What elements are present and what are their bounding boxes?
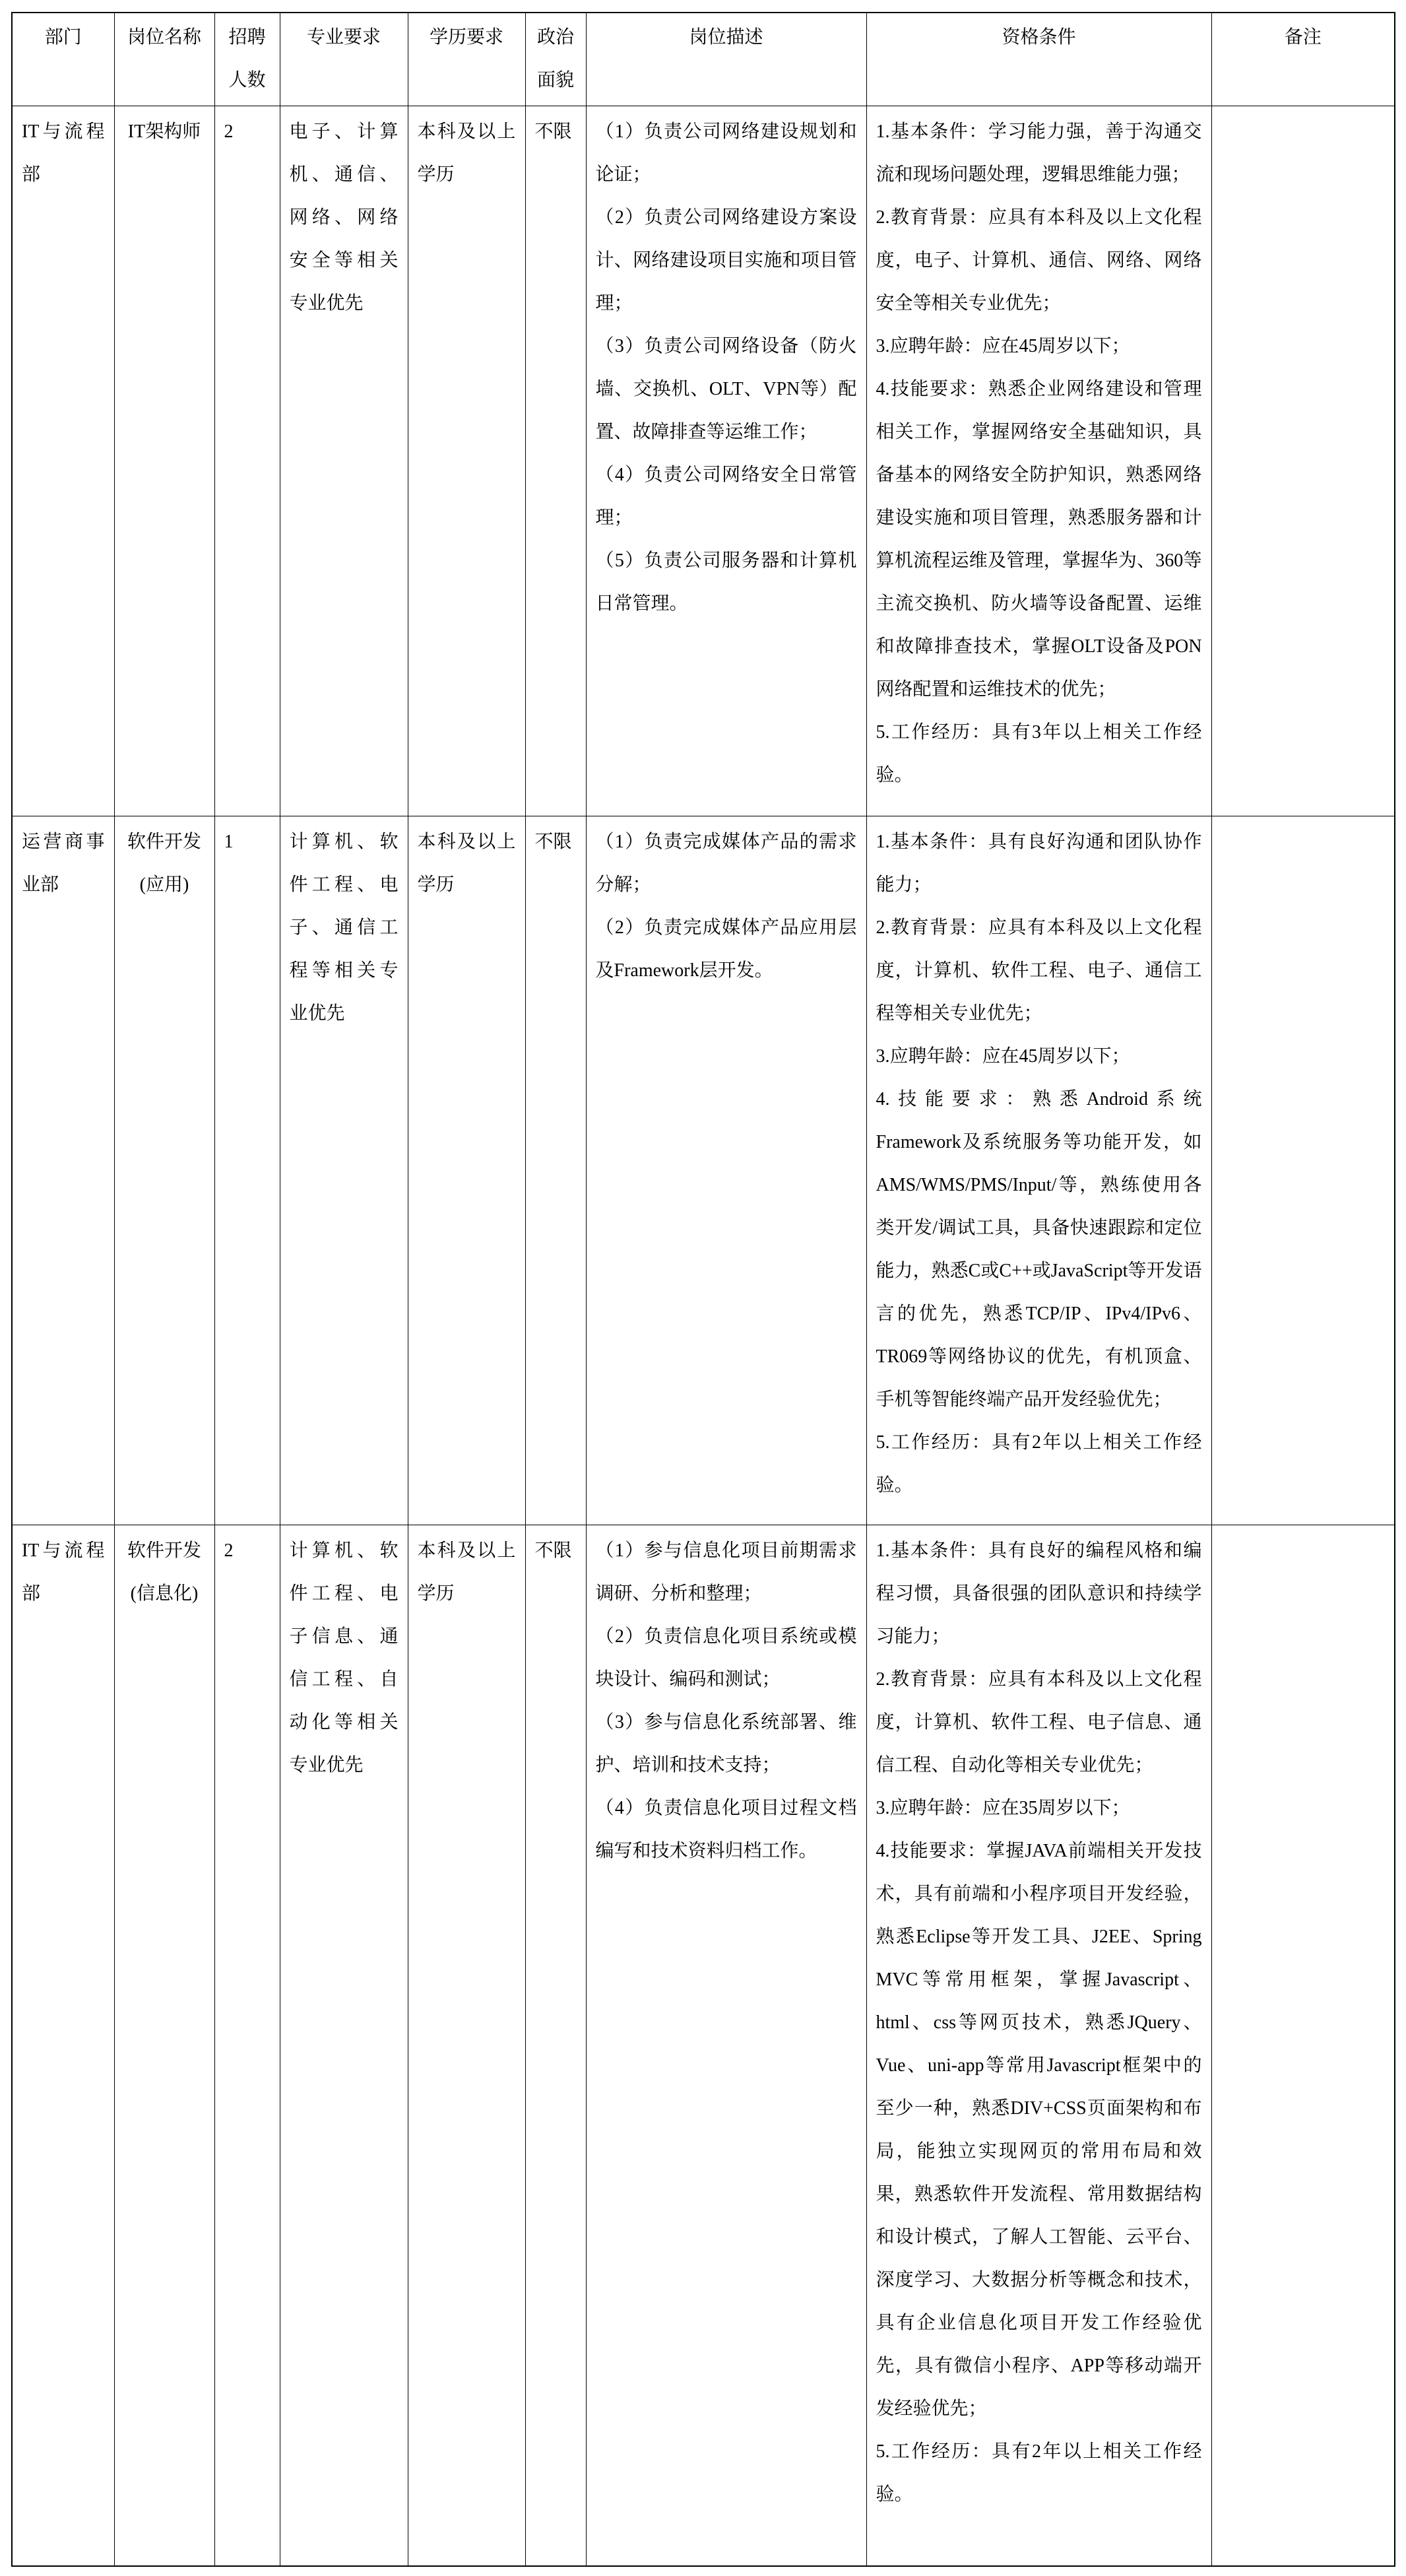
table-header <box>12 13 1395 106</box>
cell-position: IT架构师 <box>114 106 214 816</box>
cell-qualifications: 1.基本条件：具有良好的编程风格和编程习惯，具备很强的团队意识和持续学习能力； 2.教育背景：应具有本科及以上文化程度，计算机、软件工程、电子信息、通信工程、自动化等相关专业优先； 3.应聘年龄：应在35周岁以下； 4.技能要求：掌握JAVA前端相关开发技术，具有前端和小程序项目开发经验，熟悉Eclipse等开发工具、J2EE、Spring MVC等常用框架，掌握Javascript、html、css等网页技术，熟悉JQuery、Vue、uni-app等常用Javascript框架中的至少一种，熟悉DIV+CSS页面架构和布局，能独立实现网页的常用布局和效果，熟悉软件开发流程、常用数据结构和设计模式，了解人工智能、云平台、深度学习、大数据分析等概念和技术，具有企业信息化项目开发工作经验优先，具有微信小程序、APP等移动端开发经验优先； 5.工作经历：具有2年以上相关工作经验。 <box>866 1525 1211 2566</box>
cell-major: 电子、计算机、通信、网络、网络安全等相关专业优先 <box>280 106 408 816</box>
cell-job-description: （1）负责完成媒体产品的需求分解； （2）负责完成媒体产品应用层及Framework层开发。 <box>586 816 866 1525</box>
header-headcount: 招聘人数 <box>214 13 280 106</box>
cell-position: 软件开发(应用) <box>114 816 214 1525</box>
cell-major: 计算机、软件工程、电子信息、通信工程、自动化等相关专业优先 <box>280 1525 408 2566</box>
header-political-status: 政治面貌 <box>525 13 586 106</box>
cell-remarks <box>1211 816 1395 1525</box>
cell-department: IT与流程部 <box>12 1525 114 2566</box>
header-remarks: 备注 <box>1211 13 1395 106</box>
cell-education: 本科及以上学历 <box>408 1525 525 2566</box>
cell-remarks <box>1211 106 1395 816</box>
cell-political-status: 不限 <box>525 816 586 1525</box>
header-job-description: 岗位描述 <box>586 13 866 106</box>
table-row <box>12 1525 1395 2566</box>
cell-job-description: （1）参与信息化项目前期需求调研、分析和整理； （2）负责信息化项目系统或模块设计、编码和测试； （3）参与信息化系统部署、维护、培训和技术支持； （4）负责信息化项目过程文档编写和技术资料归档工作。 <box>586 1525 866 2566</box>
cell-qualifications: 1.基本条件：具有良好沟通和团队协作能力； 2.教育背景：应具有本科及以上文化程度，计算机、软件工程、电子、通信工程等相关专业优先； 3.应聘年龄：应在45周岁以下； 4.技能要求：熟悉Android系统Framework及系统服务等功能开发，如AMS/WMS/PMS/Input/等，熟练使用各类开发/调试工具，具备快速跟踪和定位能力，熟悉C或C++或JavaScript等开发语言的优先，熟悉TCP/IP、IPv4/IPv6、TR069等网络协议的优先，有机顶盒、手机等智能终端产品开发经验优先； 5.工作经历：具有2年以上相关工作经验。 <box>866 816 1211 1525</box>
table-row <box>12 816 1395 1525</box>
header-position: 岗位名称 <box>114 13 214 106</box>
cell-qualifications: 1.基本条件：学习能力强，善于沟通交流和现场问题处理，逻辑思维能力强； 2.教育背景：应具有本科及以上文化程度，电子、计算机、通信、网络、网络安全等相关专业优先； 3.应聘年龄：应在45周岁以下； 4.技能要求：熟悉企业网络建设和管理相关工作，掌握网络安全基础知识，具备基本的网络安全防护知识，熟悉网络建设实施和项目管理，熟悉服务器和计算机流程运维及管理，掌握华为、360等主流交换机、防火墙等设备配置、运维和故障排查技术，掌握OLT设备及PON网络配置和运维技术的优先； 5.工作经历：具有3年以上相关工作经验。 <box>866 106 1211 816</box>
cell-major: 计算机、软件工程、电子、通信工程等相关专业优先 <box>280 816 408 1525</box>
cell-position: 软件开发(信息化) <box>114 1525 214 2566</box>
header-row <box>12 13 1395 106</box>
cell-political-status: 不限 <box>525 1525 586 2566</box>
cell-political-status: 不限 <box>525 106 586 816</box>
cell-headcount: 2 <box>214 1525 280 2566</box>
cell-job-description: （1）负责公司网络建设规划和论证； （2）负责公司网络建设方案设计、网络建设项目实施和项目管理； （3）负责公司网络设备（防火墙、交换机、OLT、VPN等）配置、故障排查等运维工作； （4）负责公司网络安全日常管理； （5）负责公司服务器和计算机日常管理。 <box>586 106 866 816</box>
cell-education: 本科及以上学历 <box>408 816 525 1525</box>
table-body <box>12 106 1395 2566</box>
header-major: 专业要求 <box>280 13 408 106</box>
cell-department: IT与流程部 <box>12 106 114 816</box>
table-row <box>12 106 1395 816</box>
header-education: 学历要求 <box>408 13 525 106</box>
header-department: 部门 <box>12 13 114 106</box>
cell-department: 运营商事业部 <box>12 816 114 1525</box>
cell-remarks <box>1211 1525 1395 2566</box>
cell-education: 本科及以上学历 <box>408 106 525 816</box>
cell-headcount: 1 <box>214 816 280 1525</box>
header-qualifications: 资格条件 <box>866 13 1211 106</box>
recruitment-table <box>11 12 1395 2567</box>
cell-headcount: 2 <box>214 106 280 816</box>
